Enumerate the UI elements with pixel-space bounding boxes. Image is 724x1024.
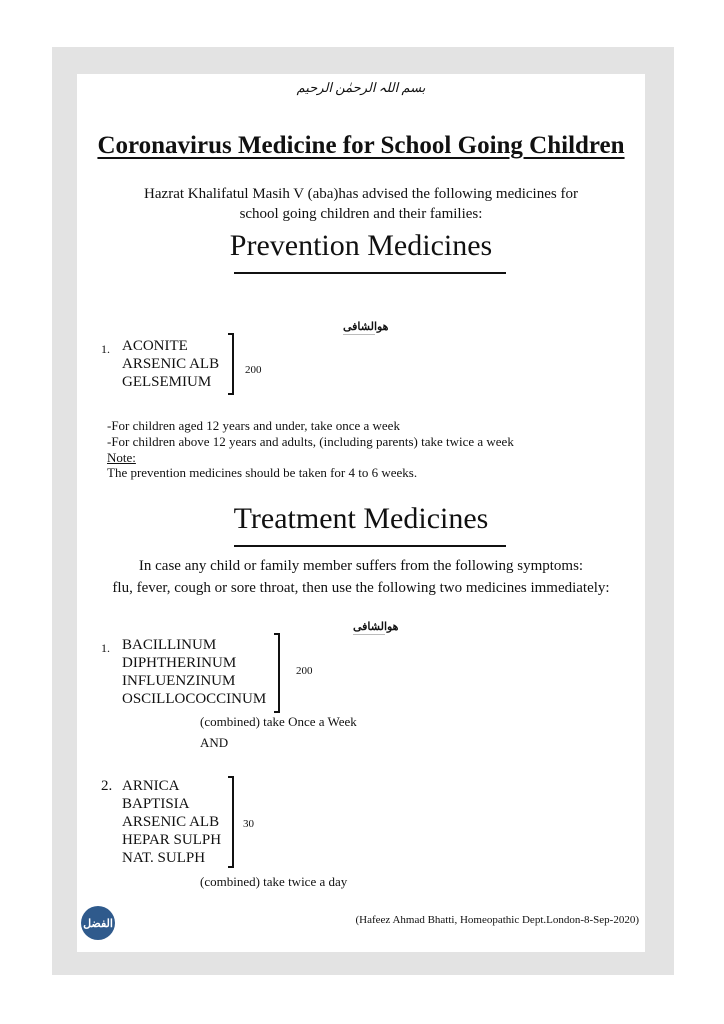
document-page	[77, 74, 645, 952]
prevention-potency: 200	[245, 364, 262, 376]
and-connector: AND	[200, 735, 229, 750]
prevention-urdu-underline	[343, 334, 375, 335]
treatment-group2-list	[122, 777, 221, 867]
medicine-item: ARSENIC ALB	[122, 814, 220, 830]
symptoms-line-1: In case any child or family member suffers from the following symptoms:	[138, 558, 584, 574]
prevention-heading-rule	[234, 272, 506, 274]
treatment-group1-list	[122, 636, 266, 708]
treatment-group1-bracket	[274, 633, 280, 713]
medicine-item: NAT. SULPH	[122, 850, 206, 866]
treatment-group2-bracket	[228, 776, 234, 868]
treatment-heading-rule	[234, 545, 506, 547]
treatment-group1-number: 1.	[101, 641, 110, 655]
prevention-list-number: 1.	[101, 342, 110, 356]
medicine-item: ARNICA	[122, 778, 180, 794]
medicine-item: GELSEMIUM	[122, 374, 212, 390]
medicine-item: INFLUENZINUM	[122, 673, 236, 689]
prevention-instruction-over-12: -For children above 12 years and adults, (including parents) take twice a week	[107, 434, 514, 449]
treatment-group1-potency: 200	[296, 665, 313, 677]
medicine-item: ACONITE	[122, 338, 188, 354]
treatment-urdu-underline	[353, 634, 385, 635]
intro-line-2: school going children and their families:	[239, 206, 483, 222]
treatment-urdu-label: هوالشافی	[353, 621, 399, 633]
document-title: Coronavirus Medicine for School Going Children	[97, 132, 625, 159]
medicine-item: DIPHTHERINUM	[122, 655, 237, 671]
medicine-item: BACILLINUM	[122, 637, 217, 653]
prevention-urdu-label: هوالشافی	[343, 321, 389, 333]
treatment-group2-dosage: (combined) take twice a day	[200, 874, 348, 889]
intro-line-1: Hazrat Khalifatul Masih V (aba)has advised the following medicines for	[144, 186, 578, 202]
treatment-heading: Treatment Medicines	[233, 502, 489, 535]
prevention-medicine-list	[122, 337, 219, 391]
bismillah-header: بسم اللہ الرحمٰن الرحیم	[296, 80, 426, 95]
medicine-item: OSCILLOCOCCINUM	[122, 691, 267, 707]
alfazl-logo	[81, 906, 115, 940]
medicine-item: ARSENIC ALB	[122, 356, 220, 372]
prevention-bracket	[228, 333, 234, 395]
treatment-group2-number: 2.	[101, 778, 113, 794]
treatment-group1-dosage: (combined) take Once a Week	[200, 714, 357, 729]
symptoms-line-2: flu, fever, cough or sore throat, then use the following two medicines immediately:	[112, 580, 610, 596]
logo-text: الفضل	[83, 917, 113, 930]
medicine-item: BAPTISIA	[122, 796, 190, 812]
prevention-instruction-under-12: -For children aged 12 years and under, take once a week	[107, 418, 400, 433]
note-label: Note:	[107, 450, 136, 465]
medicine-item: HEPAR SULPH	[122, 832, 222, 848]
intro-text	[77, 184, 645, 224]
note-text: The prevention medicines should be taken for 4 to 6 weeks.	[107, 465, 418, 480]
author-credit: (Hafeez Ahmad Bhatti, Homeopathic Dept.London-8-Sep-2020)	[355, 914, 639, 926]
prevention-heading: Prevention Medicines	[229, 229, 493, 262]
treatment-group2-potency: 30	[243, 818, 254, 830]
